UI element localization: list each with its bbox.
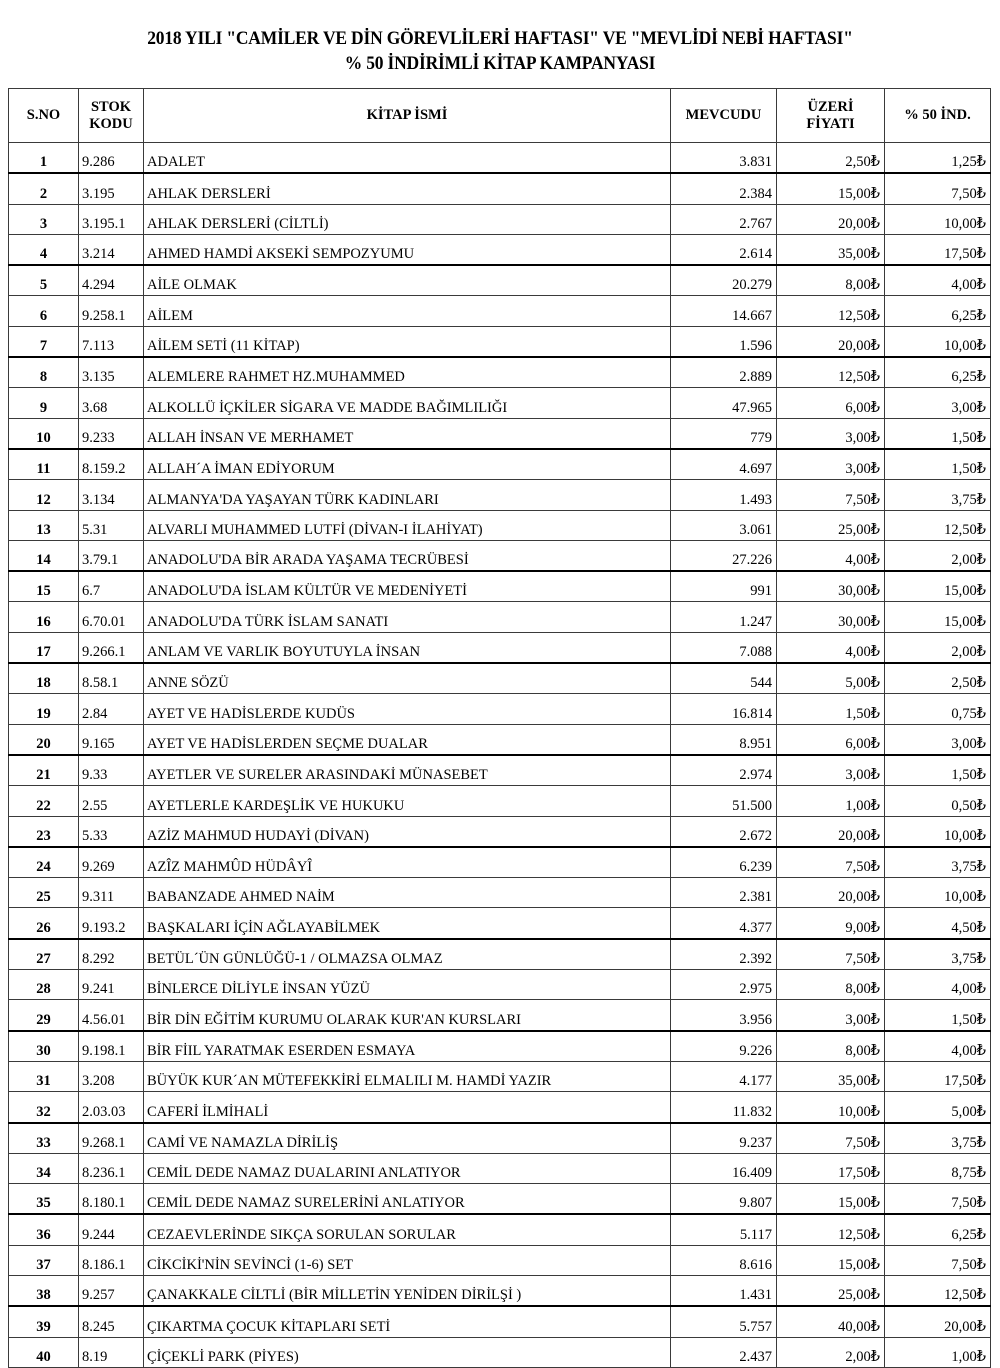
row-stock-code: 9.33 (79, 755, 144, 786)
row-stock: 51.500 (671, 786, 777, 816)
row-stock: 2.975 (671, 970, 777, 1000)
row-stock: 2.889 (671, 357, 777, 388)
row-stock: 4.377 (671, 908, 777, 939)
row-sno: 36 (9, 1214, 79, 1245)
row-stock: 9.807 (671, 1184, 777, 1215)
header-stock: MEVCUDU (671, 89, 777, 143)
row-sno: 25 (9, 878, 79, 908)
row-stock-code: 9.198.1 (79, 1031, 144, 1062)
row-price: 12,50₺ (777, 357, 885, 388)
row-price: 15,00₺ (777, 1245, 885, 1275)
row-discount: 17,50₺ (885, 1061, 991, 1091)
row-price: 1,50₺ (777, 694, 885, 724)
row-discount: 1,50₺ (885, 755, 991, 786)
row-price: 20,00₺ (777, 816, 885, 847)
row-stock-code: 8.58.1 (79, 663, 144, 694)
row-price: 3,00₺ (777, 1000, 885, 1031)
row-stock: 47.965 (671, 388, 777, 418)
row-book-name: AHLAK DERSLERİ (144, 173, 671, 204)
row-price: 7,50₺ (777, 480, 885, 510)
row-sno: 4 (9, 234, 79, 265)
row-price: 8,00₺ (777, 1031, 885, 1062)
row-price: 12,50₺ (777, 1214, 885, 1245)
row-stock-code: 8.186.1 (79, 1245, 144, 1275)
row-sno: 17 (9, 632, 79, 663)
row-stock-code: 9.257 (79, 1275, 144, 1306)
table-row (9, 388, 991, 418)
row-price: 3,00₺ (777, 755, 885, 786)
row-stock: 1.431 (671, 1275, 777, 1306)
row-book-name: AİLE OLMAK (144, 265, 671, 296)
row-book-name: AHLAK DERSLERİ (CİLTLİ) (144, 204, 671, 234)
row-discount: 10,00₺ (885, 326, 991, 357)
row-stock-code: 8.159.2 (79, 449, 144, 480)
row-sno: 6 (9, 296, 79, 326)
row-stock: 8.616 (671, 1245, 777, 1275)
row-book-name: BAŞKALARI İÇİN AĞLAYABİLMEK (144, 908, 671, 939)
row-sno: 39 (9, 1306, 79, 1337)
table-row (9, 724, 991, 755)
table-row (9, 418, 991, 449)
row-book-name: BETÜL´ÜN GÜNLÜĞÜ-1 / OLMAZSA OLMAZ (144, 939, 671, 970)
row-stock: 2.384 (671, 173, 777, 204)
row-discount: 1,50₺ (885, 418, 991, 449)
row-discount: 3,75₺ (885, 939, 991, 970)
row-price: 6,00₺ (777, 388, 885, 418)
row-sno: 37 (9, 1245, 79, 1275)
row-sno: 8 (9, 357, 79, 388)
row-stock-code: 7.113 (79, 326, 144, 357)
row-discount: 20,00₺ (885, 1306, 991, 1337)
table-row (9, 357, 991, 388)
row-book-name: ANLAM VE VARLIK BOYUTUYLA İNSAN (144, 632, 671, 663)
row-sno: 29 (9, 1000, 79, 1031)
row-book-name: AYETLERLE KARDEŞLİK VE HUKUKU (144, 786, 671, 816)
row-stock: 7.088 (671, 632, 777, 663)
row-sno: 33 (9, 1123, 79, 1154)
row-price: 5,00₺ (777, 663, 885, 694)
row-stock: 3.061 (671, 510, 777, 540)
row-sno: 28 (9, 970, 79, 1000)
row-price: 1,00₺ (777, 786, 885, 816)
row-discount: 2,50₺ (885, 663, 991, 694)
table-row (9, 602, 991, 632)
row-sno: 19 (9, 694, 79, 724)
row-discount: 10,00₺ (885, 878, 991, 908)
row-price: 7,50₺ (777, 1123, 885, 1154)
table-row (9, 1031, 991, 1062)
row-stock-code: 3.135 (79, 357, 144, 388)
row-price: 8,00₺ (777, 265, 885, 296)
row-book-name: AZÎZ MAHMÛD HÜDÂYÎ (144, 847, 671, 878)
row-price: 30,00₺ (777, 571, 885, 602)
row-price: 8,00₺ (777, 970, 885, 1000)
row-book-name: AYET VE HADİSLERDE KUDÜS (144, 694, 671, 724)
row-price: 35,00₺ (777, 1061, 885, 1091)
row-price: 15,00₺ (777, 1184, 885, 1215)
row-discount: 6,25₺ (885, 296, 991, 326)
row-sno: 22 (9, 786, 79, 816)
row-stock: 2.974 (671, 755, 777, 786)
row-sno: 35 (9, 1184, 79, 1215)
row-stock: 27.226 (671, 540, 777, 571)
row-book-name: AYETLER VE SURELER ARASINDAKİ MÜNASEBET (144, 755, 671, 786)
row-sno: 31 (9, 1061, 79, 1091)
table-row (9, 1061, 991, 1091)
table-row (9, 296, 991, 326)
row-price: 15,00₺ (777, 173, 885, 204)
row-stock: 2.672 (671, 816, 777, 847)
row-stock-code: 2.03.03 (79, 1092, 144, 1123)
row-book-name: ANADOLU'DA TÜRK İSLAM SANATI (144, 602, 671, 632)
row-discount: 15,00₺ (885, 571, 991, 602)
row-discount: 1,50₺ (885, 1000, 991, 1031)
row-discount: 3,75₺ (885, 1123, 991, 1154)
row-stock-code: 5.31 (79, 510, 144, 540)
row-stock: 4.697 (671, 449, 777, 480)
document-title-line2: % 50 İNDİRİMLİ KİTAP KAMPANYASI (344, 53, 656, 74)
row-discount: 0,75₺ (885, 694, 991, 724)
book-campaign-table (8, 88, 991, 1368)
row-book-name: BİR DİN EĞİTİM KURUMU OLARAK KUR'AN KURSLARI (144, 1000, 671, 1031)
row-sno: 5 (9, 265, 79, 296)
row-stock: 5.757 (671, 1306, 777, 1337)
row-discount: 7,50₺ (885, 1184, 991, 1215)
row-book-name: AZİZ MAHMUD HUDAYİ (DİVAN) (144, 816, 671, 847)
row-discount: 6,25₺ (885, 1214, 991, 1245)
row-stock: 9.237 (671, 1123, 777, 1154)
row-stock: 3.956 (671, 1000, 777, 1031)
row-discount: 4,00₺ (885, 1031, 991, 1062)
row-book-name: BİNLERCE DİLİYLE İNSAN YÜZÜ (144, 970, 671, 1000)
row-book-name: ÇİÇEKLİ PARK (PİYES) (144, 1337, 671, 1367)
table-row (9, 878, 991, 908)
row-stock: 2.392 (671, 939, 777, 970)
row-price: 4,00₺ (777, 540, 885, 571)
table-row (9, 1306, 991, 1337)
row-price: 25,00₺ (777, 1275, 885, 1306)
row-discount: 2,00₺ (885, 540, 991, 571)
row-sno: 10 (9, 418, 79, 449)
header-price-line2: FİYATI (806, 115, 855, 132)
row-stock: 991 (671, 571, 777, 602)
row-stock-code: 9.165 (79, 724, 144, 755)
row-book-name: CEZAEVLERİNDE SIKÇA SORULAN SORULAR (144, 1214, 671, 1245)
row-book-name: ANNE SÖZÜ (144, 663, 671, 694)
row-price: 10,00₺ (777, 1092, 885, 1123)
row-stock: 544 (671, 663, 777, 694)
row-sno: 24 (9, 847, 79, 878)
row-price: 3,00₺ (777, 418, 885, 449)
row-sno: 32 (9, 1092, 79, 1123)
row-price: 7,50₺ (777, 939, 885, 970)
row-stock-code: 3.68 (79, 388, 144, 418)
row-book-name: BÜYÜK KUR´AN MÜTEFEKKİRİ ELMALILI M. HAMDİ YAZIR (144, 1061, 671, 1091)
row-discount: 4,00₺ (885, 265, 991, 296)
row-price: 2,00₺ (777, 1337, 885, 1367)
row-sno: 7 (9, 326, 79, 357)
row-sno: 23 (9, 816, 79, 847)
row-stock-code: 9.268.1 (79, 1123, 144, 1154)
row-stock: 20.279 (671, 265, 777, 296)
row-sno: 27 (9, 939, 79, 970)
table-row (9, 449, 991, 480)
row-stock-code: 9.233 (79, 418, 144, 449)
row-stock-code: 9.311 (79, 878, 144, 908)
table-row (9, 694, 991, 724)
table-row (9, 1000, 991, 1031)
row-stock-code: 9.266.1 (79, 632, 144, 663)
table-row (9, 1153, 991, 1183)
row-sno: 34 (9, 1153, 79, 1183)
header-price (777, 89, 885, 143)
row-book-name: ALLAH İNSAN VE MERHAMET (144, 418, 671, 449)
row-stock: 2.381 (671, 878, 777, 908)
row-discount: 10,00₺ (885, 204, 991, 234)
row-stock: 2.767 (671, 204, 777, 234)
row-discount: 3,75₺ (885, 480, 991, 510)
row-discount: 3,00₺ (885, 388, 991, 418)
header-stock-code (79, 89, 144, 143)
row-stock-code: 3.134 (79, 480, 144, 510)
row-book-name: ALVARLI MUHAMMED LUTFİ (DİVAN-I İLAHİYAT) (144, 510, 671, 540)
row-stock: 16.409 (671, 1153, 777, 1183)
row-stock-code: 8.180.1 (79, 1184, 144, 1215)
table-row (9, 970, 991, 1000)
row-price: 25,00₺ (777, 510, 885, 540)
row-book-name: ALKOLLÜ İÇKİLER SİGARA VE MADDE BAĞIMLILIĞI (144, 388, 671, 418)
table-row (9, 571, 991, 602)
row-stock-code: 3.214 (79, 234, 144, 265)
row-price: 3,00₺ (777, 449, 885, 480)
row-book-name: CAFERİ İLMİHALİ (144, 1092, 671, 1123)
table-row (9, 1214, 991, 1245)
table-row (9, 265, 991, 296)
row-book-name: AİLEM (144, 296, 671, 326)
row-book-name: CEMİL DEDE NAMAZ DUALARINI ANLATIYOR (144, 1153, 671, 1183)
row-stock-code: 8.245 (79, 1306, 144, 1337)
row-stock-code: 3.195.1 (79, 204, 144, 234)
row-discount: 12,50₺ (885, 1275, 991, 1306)
row-discount: 1,25₺ (885, 143, 991, 174)
row-sno: 16 (9, 602, 79, 632)
row-sno: 3 (9, 204, 79, 234)
row-stock: 1.247 (671, 602, 777, 632)
row-sno: 1 (9, 143, 79, 174)
row-sno: 11 (9, 449, 79, 480)
row-stock: 16.814 (671, 694, 777, 724)
row-sno: 12 (9, 480, 79, 510)
row-price: 20,00₺ (777, 878, 885, 908)
header-book-name: KİTAP İSMİ (144, 89, 671, 143)
row-stock: 3.831 (671, 143, 777, 174)
row-stock-code: 8.19 (79, 1337, 144, 1367)
row-book-name: ÇIKARTMA ÇOCUK KİTAPLARI SETİ (144, 1306, 671, 1337)
row-stock: 9.226 (671, 1031, 777, 1062)
row-stock-code: 2.55 (79, 786, 144, 816)
row-book-name: CEMİL DEDE NAMAZ SURELERİNİ ANLATIYOR (144, 1184, 671, 1215)
row-sno: 40 (9, 1337, 79, 1367)
table-row (9, 939, 991, 970)
row-discount: 15,00₺ (885, 602, 991, 632)
row-sno: 21 (9, 755, 79, 786)
row-stock-code: 9.244 (79, 1214, 144, 1245)
row-book-name: ADALET (144, 143, 671, 174)
row-stock-code: 4.56.01 (79, 1000, 144, 1031)
row-book-name: ANADOLU'DA İSLAM KÜLTÜR VE MEDENİYETİ (144, 571, 671, 602)
table-row (9, 755, 991, 786)
row-book-name: ANADOLU'DA BİR ARADA YAŞAMA TECRÜBESİ (144, 540, 671, 571)
row-price: 4,00₺ (777, 632, 885, 663)
table-row (9, 173, 991, 204)
row-stock: 1.493 (671, 480, 777, 510)
row-stock-code: 9.193.2 (79, 908, 144, 939)
row-price: 7,50₺ (777, 847, 885, 878)
table-row (9, 326, 991, 357)
header-stock-code-line2: KODU (89, 115, 133, 132)
row-stock: 779 (671, 418, 777, 449)
row-stock-code: 4.294 (79, 265, 144, 296)
row-stock-code: 6.70.01 (79, 602, 144, 632)
table-row (9, 1245, 991, 1275)
table-row (9, 510, 991, 540)
row-stock-code: 6.7 (79, 571, 144, 602)
row-discount: 2,00₺ (885, 632, 991, 663)
row-book-name: ALMANYA'DA YAŞAYAN TÜRK KADINLARI (144, 480, 671, 510)
table-row (9, 204, 991, 234)
table-header-row (9, 89, 991, 143)
row-stock-code: 9.269 (79, 847, 144, 878)
row-sno: 30 (9, 1031, 79, 1062)
row-discount: 4,50₺ (885, 908, 991, 939)
row-stock: 8.951 (671, 724, 777, 755)
header-sno: S.NO (9, 89, 79, 143)
row-discount: 0,50₺ (885, 786, 991, 816)
row-price: 40,00₺ (777, 1306, 885, 1337)
row-book-name: CİKCİKİ'NİN SEVİNCİ (1-6) SET (144, 1245, 671, 1275)
row-sno: 14 (9, 540, 79, 571)
row-discount: 1,50₺ (885, 449, 991, 480)
row-stock-code: 9.241 (79, 970, 144, 1000)
row-discount: 3,00₺ (885, 724, 991, 755)
table-row (9, 540, 991, 571)
row-sno: 9 (9, 388, 79, 418)
table-row (9, 480, 991, 510)
table-row (9, 1337, 991, 1367)
row-stock-code: 8.236.1 (79, 1153, 144, 1183)
row-discount: 10,00₺ (885, 816, 991, 847)
row-price: 6,00₺ (777, 724, 885, 755)
row-stock-code: 2.84 (79, 694, 144, 724)
table-row (9, 1092, 991, 1123)
row-stock: 14.667 (671, 296, 777, 326)
row-stock: 5.117 (671, 1214, 777, 1245)
row-price: 17,50₺ (777, 1153, 885, 1183)
row-sno: 26 (9, 908, 79, 939)
row-book-name: CAMİ VE NAMAZLA DİRİLİŞ (144, 1123, 671, 1154)
row-discount: 4,00₺ (885, 970, 991, 1000)
row-stock-code: 3.195 (79, 173, 144, 204)
table-row (9, 663, 991, 694)
document-title-line1: 2018 YILI "CAMİLER VE DİN GÖREVLİLERİ HAFTASI" VE "MEVLİDİ NEBİ HAFTASI" (147, 28, 853, 49)
row-stock: 4.177 (671, 1061, 777, 1091)
table-body (9, 143, 991, 1368)
row-discount: 7,50₺ (885, 173, 991, 204)
row-discount: 17,50₺ (885, 234, 991, 265)
row-stock: 6.239 (671, 847, 777, 878)
row-stock-code: 5.33 (79, 816, 144, 847)
row-sno: 20 (9, 724, 79, 755)
row-price: 2,50₺ (777, 143, 885, 174)
header-discount: % 50 İND. (885, 89, 991, 143)
row-discount: 6,25₺ (885, 357, 991, 388)
row-stock: 11.832 (671, 1092, 777, 1123)
row-sno: 2 (9, 173, 79, 204)
row-price: 35,00₺ (777, 234, 885, 265)
row-sno: 15 (9, 571, 79, 602)
row-book-name: ALEMLERE RAHMET HZ.MUHAMMED (144, 357, 671, 388)
row-book-name: ÇANAKKALE CİLTLİ (BİR MİLLETİN YENİDEN DİRİLŞİ ) (144, 1275, 671, 1306)
row-book-name: AİLEM SETİ (11 KİTAP) (144, 326, 671, 357)
row-price: 30,00₺ (777, 602, 885, 632)
table-row (9, 908, 991, 939)
row-price: 9,00₺ (777, 908, 885, 939)
row-book-name: BABANZADE AHMED NAİM (144, 878, 671, 908)
row-discount: 12,50₺ (885, 510, 991, 540)
row-stock-code: 3.208 (79, 1061, 144, 1091)
row-book-name: AHMED HAMDİ AKSEKİ SEMPOZYUMU (144, 234, 671, 265)
row-sno: 38 (9, 1275, 79, 1306)
table-row (9, 143, 991, 174)
row-book-name: ALLAH´A İMAN EDİYORUM (144, 449, 671, 480)
table-row (9, 816, 991, 847)
header-price-line1: ÜZERİ (807, 98, 854, 115)
table-row (9, 847, 991, 878)
row-price: 20,00₺ (777, 326, 885, 357)
row-stock-code: 8.292 (79, 939, 144, 970)
table-row (9, 632, 991, 663)
row-book-name: AYET VE HADİSLERDEN SEÇME DUALAR (144, 724, 671, 755)
row-stock: 2.614 (671, 234, 777, 265)
row-stock-code: 9.286 (79, 143, 144, 174)
row-discount: 5,00₺ (885, 1092, 991, 1123)
row-discount: 7,50₺ (885, 1245, 991, 1275)
table-row (9, 234, 991, 265)
header-stock-code-line1: STOK (90, 98, 132, 115)
table-row (9, 1275, 991, 1306)
table-row (9, 1184, 991, 1215)
row-book-name: BİR FİIL YARATMAK ESERDEN ESMAYA (144, 1031, 671, 1062)
row-sno: 13 (9, 510, 79, 540)
row-price: 12,50₺ (777, 296, 885, 326)
row-discount: 8,75₺ (885, 1153, 991, 1183)
row-price: 20,00₺ (777, 204, 885, 234)
row-discount: 3,75₺ (885, 847, 991, 878)
row-sno: 18 (9, 663, 79, 694)
row-stock: 2.437 (671, 1337, 777, 1367)
row-stock: 1.596 (671, 326, 777, 357)
table-row (9, 1123, 991, 1154)
row-discount: 1,00₺ (885, 1337, 991, 1367)
row-stock-code: 3.79.1 (79, 540, 144, 571)
table-row (9, 786, 991, 816)
row-stock-code: 9.258.1 (79, 296, 144, 326)
